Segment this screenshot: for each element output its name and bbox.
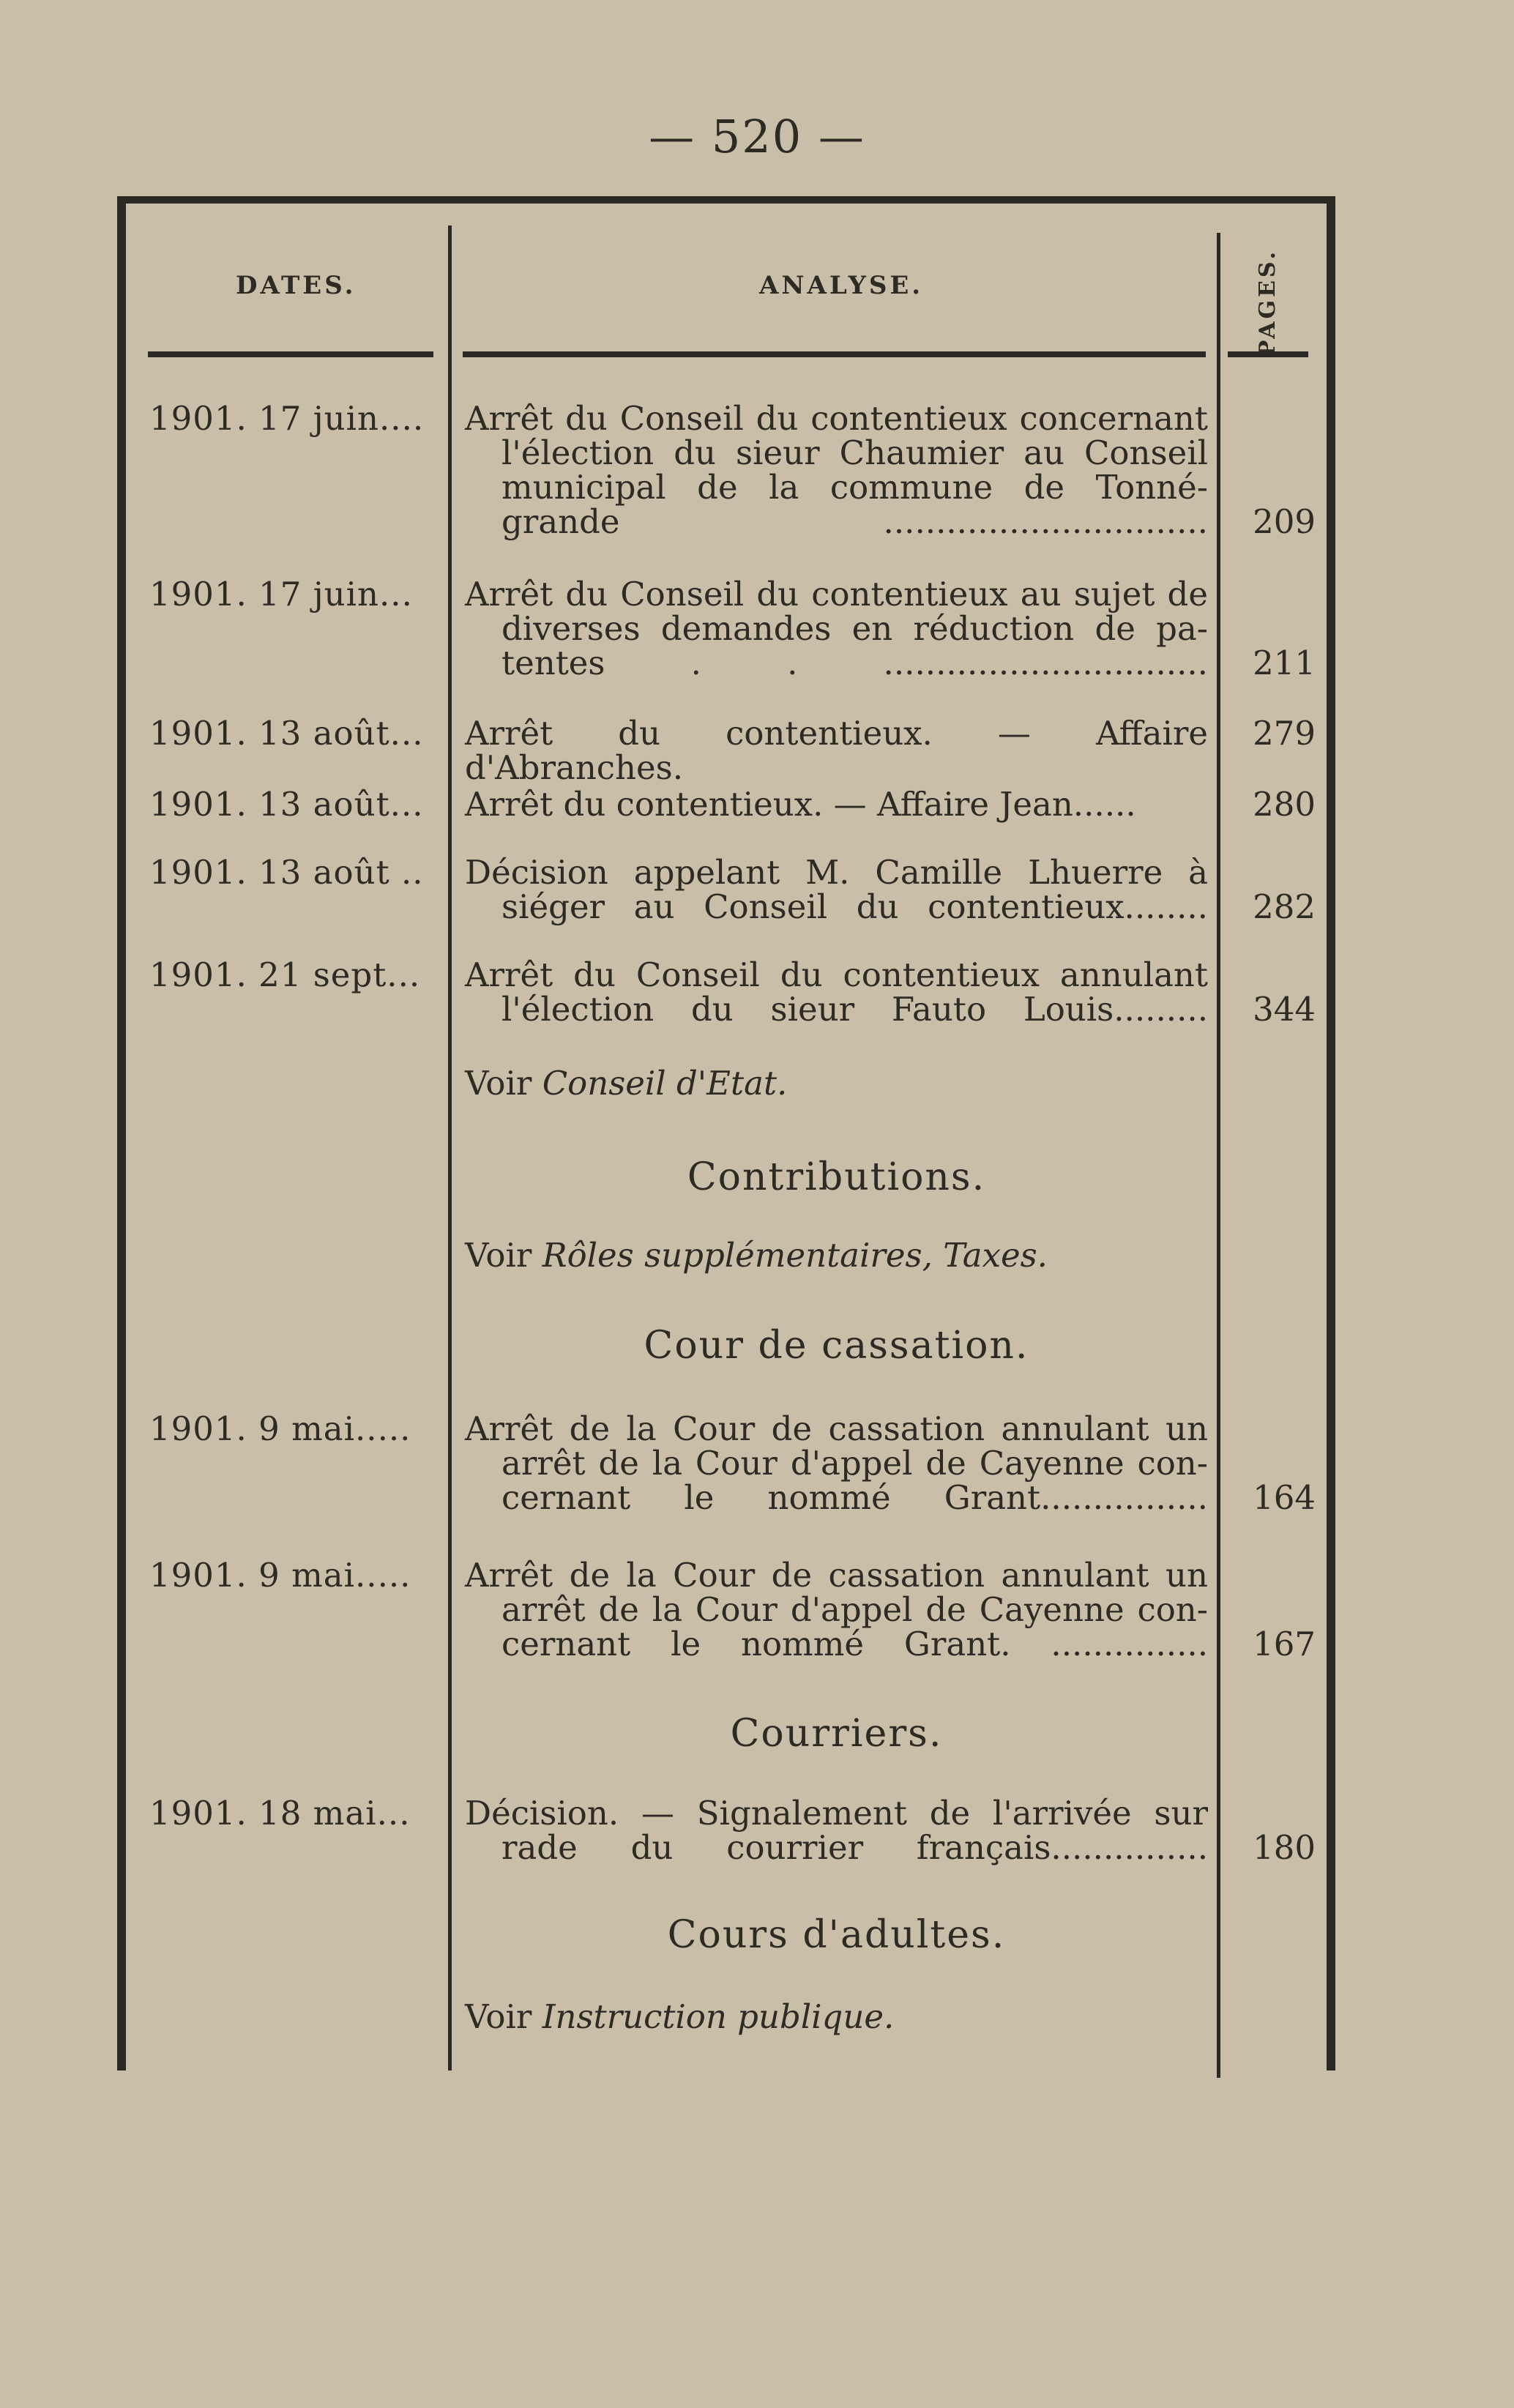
- see-also-prefix: Voir: [465, 1064, 532, 1103]
- entry-line: l'élection du sieur Fauto Louis.........: [501, 990, 1208, 1029]
- column-rule: [448, 225, 452, 2070]
- pages-column-header: [1224, 248, 1312, 357]
- entry-line: municipal de la commune de Tonné-: [501, 468, 1208, 507]
- section-heading: Courriers.: [730, 1712, 943, 1756]
- section-heading: Cours d'adultes.: [667, 1913, 1006, 1957]
- section-heading: Cour de cassation.: [644, 1324, 1029, 1368]
- section-heading: Contributions.: [687, 1155, 986, 1199]
- entry-line: grande ...............................: [501, 502, 1208, 541]
- entry-analysis: [465, 577, 1208, 680]
- entry-page: 280: [1253, 785, 1316, 824]
- see-also-target: Conseil d'Etat.: [542, 1064, 788, 1103]
- entry-date: 1901. 9 mai.....: [149, 1409, 411, 1448]
- entry-analysis: [465, 716, 1208, 785]
- entry-date: 1901. 17 juin....: [149, 399, 425, 438]
- entry-line: Décision appelant M. Camille Lhuerre à: [465, 853, 1208, 892]
- entry-line: Arrêt du contentieux. — Affaire d'Abranches.: [465, 714, 1208, 787]
- entry-line: Arrêt de la Cour de cassation annulant un: [465, 1556, 1208, 1595]
- entry-analysis: [465, 855, 1208, 924]
- see-also-prefix: Voir: [465, 1236, 532, 1275]
- entry-date: 1901. 13 août...: [149, 785, 424, 824]
- entry-page: 282: [1253, 887, 1316, 926]
- entry-line: siéger au Conseil du contentieux........: [501, 887, 1208, 926]
- entry-page: 209: [1253, 502, 1316, 541]
- entry-line: Décision. — Signalement de l'arrivée sur: [465, 1794, 1208, 1833]
- entry-line: diverses demandes en réduction de pa-: [501, 609, 1208, 648]
- entry-date: 1901. 17 juin...: [149, 575, 413, 614]
- header-rule: [148, 351, 433, 357]
- entry-date: 1901. 21 sept...: [149, 955, 421, 994]
- entry-page: 167: [1253, 1625, 1316, 1663]
- entry-line: Arrêt de la Cour de cassation annulant un: [465, 1409, 1208, 1448]
- see-also-reference: [465, 1236, 1048, 1275]
- entry-line: rade du courrier français...............: [501, 1828, 1208, 1867]
- entry-analysis: [465, 401, 1208, 539]
- see-also-target: Instruction publique.: [542, 1997, 895, 2036]
- see-also-prefix: Voir: [465, 1997, 532, 2036]
- entry-line: Arrêt du Conseil du contentieux annulant: [465, 955, 1208, 994]
- column-rule: [1217, 233, 1220, 2078]
- entry-line: cernant le nommé Grant................: [501, 1478, 1208, 1517]
- entry-analysis: [465, 955, 1208, 1029]
- entry-line: cernant le nommé Grant. ...............: [501, 1625, 1208, 1663]
- entry-line: arrêt de la Cour d'appel de Cayenne con-: [501, 1590, 1208, 1629]
- entry-date: 1901. 13 août...: [149, 714, 424, 753]
- page-number: — 520 —: [649, 110, 865, 163]
- see-also-target: Rôles supplémentaires, Taxes.: [542, 1236, 1048, 1275]
- entry-page: 164: [1253, 1478, 1316, 1517]
- see-also-reference: [465, 1064, 787, 1103]
- entry-page: 344: [1253, 990, 1316, 1029]
- entry-analysis: [465, 1409, 1208, 1517]
- entry-page: 211: [1253, 644, 1316, 682]
- entry-page: 180: [1253, 1828, 1316, 1867]
- see-also-reference: [465, 1997, 894, 2036]
- entry-line: Arrêt du Conseil du contentieux concernant: [465, 399, 1208, 438]
- entry-line: Arrêt du contentieux. — Affaire Jean......: [465, 785, 1136, 824]
- entry-analysis: [465, 785, 1208, 824]
- entry-line: arrêt de la Cour d'appel de Cayenne con-: [501, 1444, 1208, 1483]
- entry-analysis: [465, 1558, 1208, 1661]
- entry-date: 1901. 9 mai.....: [149, 1556, 411, 1595]
- entry-line: l'élection du sieur Chaumier au Conseil: [501, 433, 1208, 472]
- entry-line: Arrêt du Conseil du contentieux au sujet de: [465, 575, 1208, 614]
- analyse-column-header: ANALYSE.: [759, 271, 924, 300]
- entry-line: tentes . . ...............................: [501, 644, 1208, 682]
- entry-analysis: [465, 1796, 1208, 1865]
- index-table: [117, 196, 1335, 2070]
- pages-column-label: PAGES.: [1255, 248, 1281, 357]
- entry-date: 1901. 13 août ..: [149, 853, 424, 892]
- entry-page: 279: [1253, 714, 1316, 753]
- entry-date: 1901. 18 mai...: [149, 1794, 411, 1833]
- dates-column-header: DATES.: [236, 271, 357, 300]
- header-rule: [463, 351, 1206, 357]
